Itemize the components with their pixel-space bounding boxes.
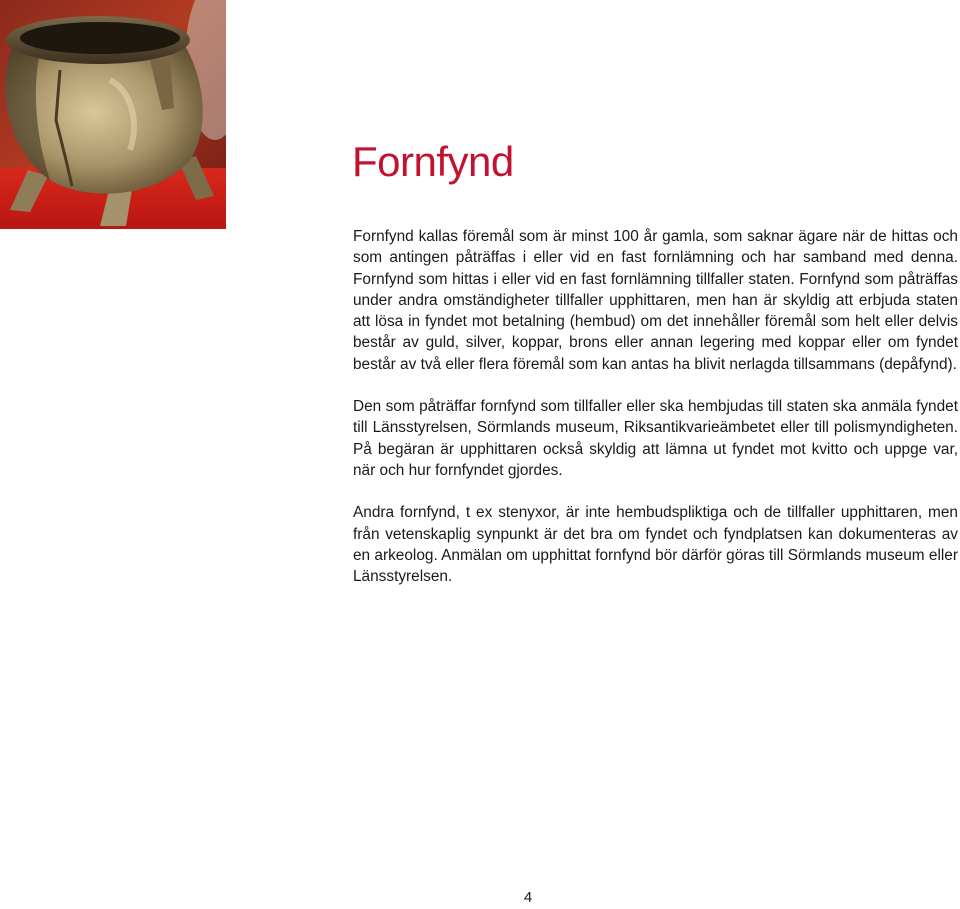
pot-opening [20, 22, 180, 54]
paragraph-definition: Fornfynd kallas föremål som är minst 100 år gamla, som saknar ägare när de hittas och som antingen påträffas i eller vid en fast fornlämning och har samband med denna. Fornfynd som hittas i eller vid en fast fornlämning tillfaller staten. Fornfynd som påträffas under andra omständigheter tillfaller upphittaren, men han är skyldig att erbjuda staten att lösa in fyndet mot betalning (hembud) om det innehåller föremål som helt eller delvis består av guld, silver, koppar, brons eller annan legering med koppar eller om fyndet består av två eller flera föremål som kan antas ha blivit nerlagda tillsammans (depåfynd). [353, 228, 958, 373]
paragraph-reporting: Den som påträffar fornfynd som tillfaller eller ska hembjudas till staten ska anmäla fyndet till Länsstyrelsen, Sörmlands museum, Riksantikvarieämbetet eller till polismyndigheten. På begäran är upphittaren också skyldig att lämna ut fyndet mot kvitto och uppge var, när och hur fornfyndet gjordes. [353, 398, 958, 479]
paragraph-other-finds: Andra fornfynd, t ex stenyxor, är inte hembudspliktiga och de tillfaller upphittaren, men från vetenskaplig synpunkt är det bra om fyndet och fyndplatsen kan dokumenteras av en arkeolog. Anmälan om upphittat fornfynd bör därför göras till Sörmlands museum eller Länsstyrelsen. [353, 504, 958, 586]
page-number: 4 [523, 889, 533, 906]
cauldron-photo [0, 0, 226, 229]
body-text [353, 226, 958, 587]
page-title: Fornfynd [352, 138, 514, 185]
cauldron-illustration [0, 0, 226, 229]
